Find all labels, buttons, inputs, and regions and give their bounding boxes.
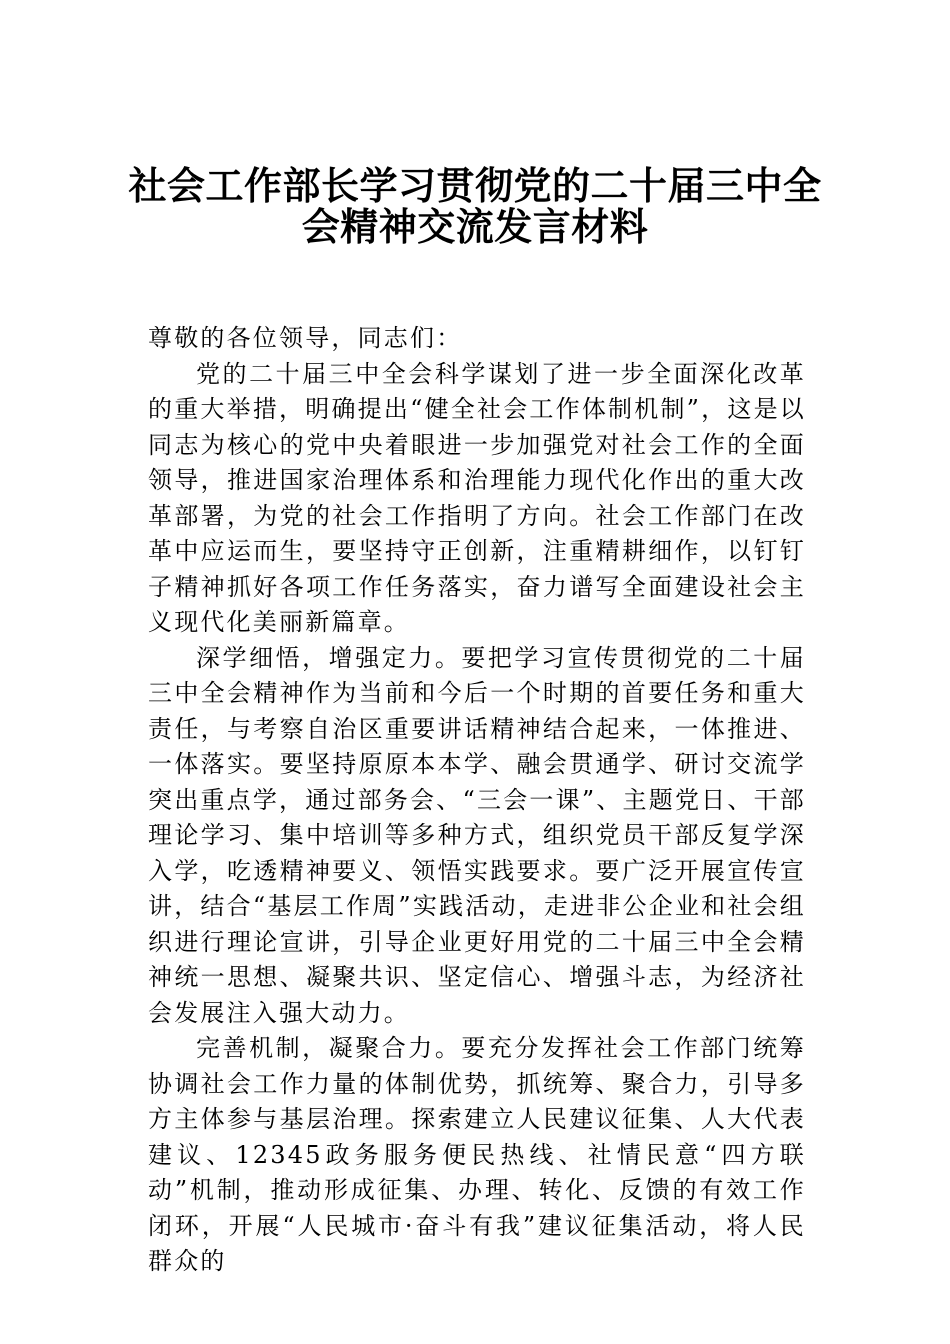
document-title-line-1: 社会工作部长学习贯彻党的二十届三中全 bbox=[128, 163, 822, 208]
paragraph-study: 深学细悟，增强定力。要把学习宣传贯彻党的二十届三中全会精神作为当前和今后一个时期的首要任务和重大责任，与考察自治区重要讲话精神结合起来，一体推进、一体落实。要坚持原原本本学、融会贯通学、研讨交流学突出重点学，通过部务会、“三会一课”、主题党日、干部理论学习、集中培训等多种方式，组织党员干部反复学深入学，吃透精神要义、领悟实践要求。要广泛开展宣传宣讲，结合“基层工作周”实践活动，走进非公企业和社会组织进行理论宣讲，引导企业更好用党的二十届三中全会精神统一思想、凝聚共识、坚定信心、增强斗志，为经济社会发展注入强大动力。 bbox=[148, 643, 806, 1027]
paragraph-intro: 党的二十届三中全会科学谋划了进一步全面深化改革的重大举措，明确提出“健全社会工作体制机制”，这是以同志为核心的党中央着眼进一步加强党对社会工作的全面领导，推进国家治理体系和治理能力现代化作出的重大改革部署，为党的社会工作指明了方向。社会工作部门在改革中应运而生，要坚持守正创新，注重精耕细作，以钉钉子精神抓好各项工作任务落实，奋力谱写全面建设社会主义现代化美丽新篇章。 bbox=[148, 359, 806, 636]
paragraph-mechanism: 完善机制，凝聚合力。要充分发挥社会工作部门统筹协调社会工作力量的体制优势，抓统筹、聚合力，引导多方主体参与基层治理。探索建立人民建议征集、人大代表建议、12345政务服务便民热线、社情民意“四方联动”机制，推动形成征集、办理、转化、反馈的有效工作闭环，开展“人民城市·奋斗有我”建议征集活动，将人民群众的 bbox=[148, 1034, 806, 1275]
document-body bbox=[148, 321, 806, 1280]
document-title-line-2: 会精神交流发言材料 bbox=[301, 204, 649, 249]
salutation: 尊敬的各位领导，同志们： bbox=[148, 324, 463, 352]
